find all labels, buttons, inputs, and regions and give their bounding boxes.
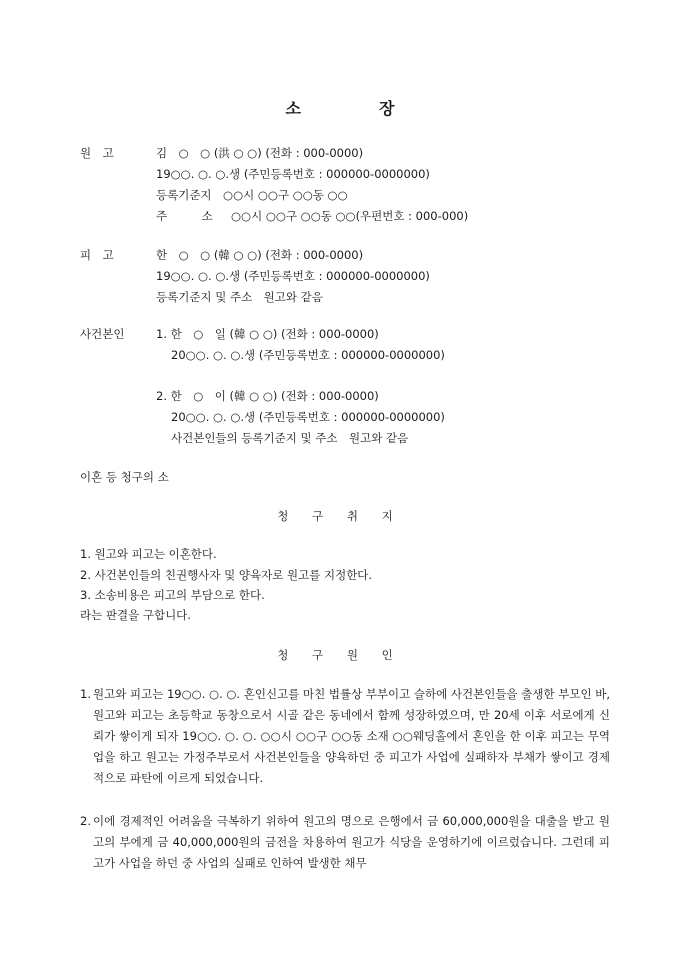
paragraph-2-text: 이에 경제적인 어려움을 극복하기 위하여 원고의 명으로 은행에서 금 60,000,000원을 대출을 받고 원고의 부에게 금 40,000,000원의 금전을 차용하여 원고가 식당을 운영하기에 이르렀습니다. 그런데 피고가 사업을 하던 중 사업의 실패로 인하여 발생한 채무 — [93, 814, 610, 870]
title-char-left: 소 — [285, 99, 301, 118]
claim-cause-heading: 청 구 원 인 — [277, 648, 403, 662]
claim-purpose-closing: 라는 판결을 구합니다. — [80, 608, 191, 622]
plaintiff-registry-line: 등록기준지 ○○시 ○○구 ○○동 ○○ — [156, 188, 348, 202]
plaintiff-name-line: 김 ○ ○ (洪 ○ ○) (전화 : 000-0000) — [156, 146, 364, 160]
document-title — [0, 96, 680, 119]
claim-purpose-item-3: 3. 소송비용은 피고의 부담으로 한다. — [80, 588, 265, 602]
defendant-label: 피 고 — [80, 248, 114, 262]
claim-purpose-item-2: 2. 사건본인들의 친권행사자 및 양육자로 원고를 지정한다. — [80, 568, 373, 582]
case-name: 이혼 등 청구의 소 — [80, 470, 169, 484]
principal2-name-line: 2. 한 ○ 이 (韓 ○ ○) (전화 : 000-0000) — [156, 389, 379, 403]
paragraph-1-text: 원고와 피고는 19○○. ○. ○. 혼인신고를 마친 법률상 부부이고 슬하에 사건본인들을 출생한 부모인 바, 원고와 피고는 초등학교 동창으로서 시골 같은 동네에서 함께 성장하였으며, 만 20세 이후 서로에게 신뢰가 쌓이게 되자 19○○. ○. ○. ○○시 ○○구 ○○동 소재 ○○웨딩홀에서 혼인을 한 이후 피고는 무역업을 하고 원고는 가정주부로서 사건본인들을 양육하던 중 피고가 사업에 실패하자 부채가 쌓이고 경제적으로 파탄에 이르게 되었습니다. — [93, 687, 610, 785]
title-char-right: 장 — [379, 99, 395, 118]
principals-label: 사건본인 — [80, 327, 125, 341]
claim-cause-paragraph-1 — [80, 684, 610, 789]
defendant-birth-line: 19○○. ○. ○.생 (주민등록번호 : 000000-0000000) — [156, 269, 430, 283]
plaintiff-address-label: 주 소 — [156, 209, 213, 223]
principal1-birth-line: 20○○. ○. ○.생 (주민등록번호 : 000000-0000000) — [171, 348, 445, 362]
defendant-name-line: 한 ○ ○ (韓 ○ ○) (전화 : 000-0000) — [156, 248, 364, 262]
plaintiff-label: 원 고 — [80, 146, 114, 160]
defendant-registry-line: 등록기준지 및 주소 원고와 같음 — [156, 290, 323, 304]
plaintiff-address-value: ○○시 ○○구 ○○동 ○○(우편번호 : 000-000) — [231, 209, 469, 223]
paragraph-1-number: 1. — [80, 687, 91, 701]
claim-purpose-heading: 청 구 취 지 — [277, 509, 403, 523]
paragraph-2-number: 2. — [80, 814, 91, 828]
principal2-registry-line: 사건본인들의 등록기준지 및 주소 원고와 같음 — [171, 431, 409, 445]
claim-cause-paragraph-2 — [80, 811, 610, 874]
plaintiff-birth-line: 19○○. ○. ○.생 (주민등록번호 : 000000-0000000) — [156, 167, 430, 181]
principal2-birth-line: 20○○. ○. ○.생 (주민등록번호 : 000000-0000000) — [171, 410, 445, 424]
principal1-name-line: 1. 한 ○ 일 (韓 ○ ○) (전화 : 000-0000) — [156, 327, 379, 341]
claim-purpose-item-1: 1. 원고와 피고는 이혼한다. — [80, 547, 217, 561]
